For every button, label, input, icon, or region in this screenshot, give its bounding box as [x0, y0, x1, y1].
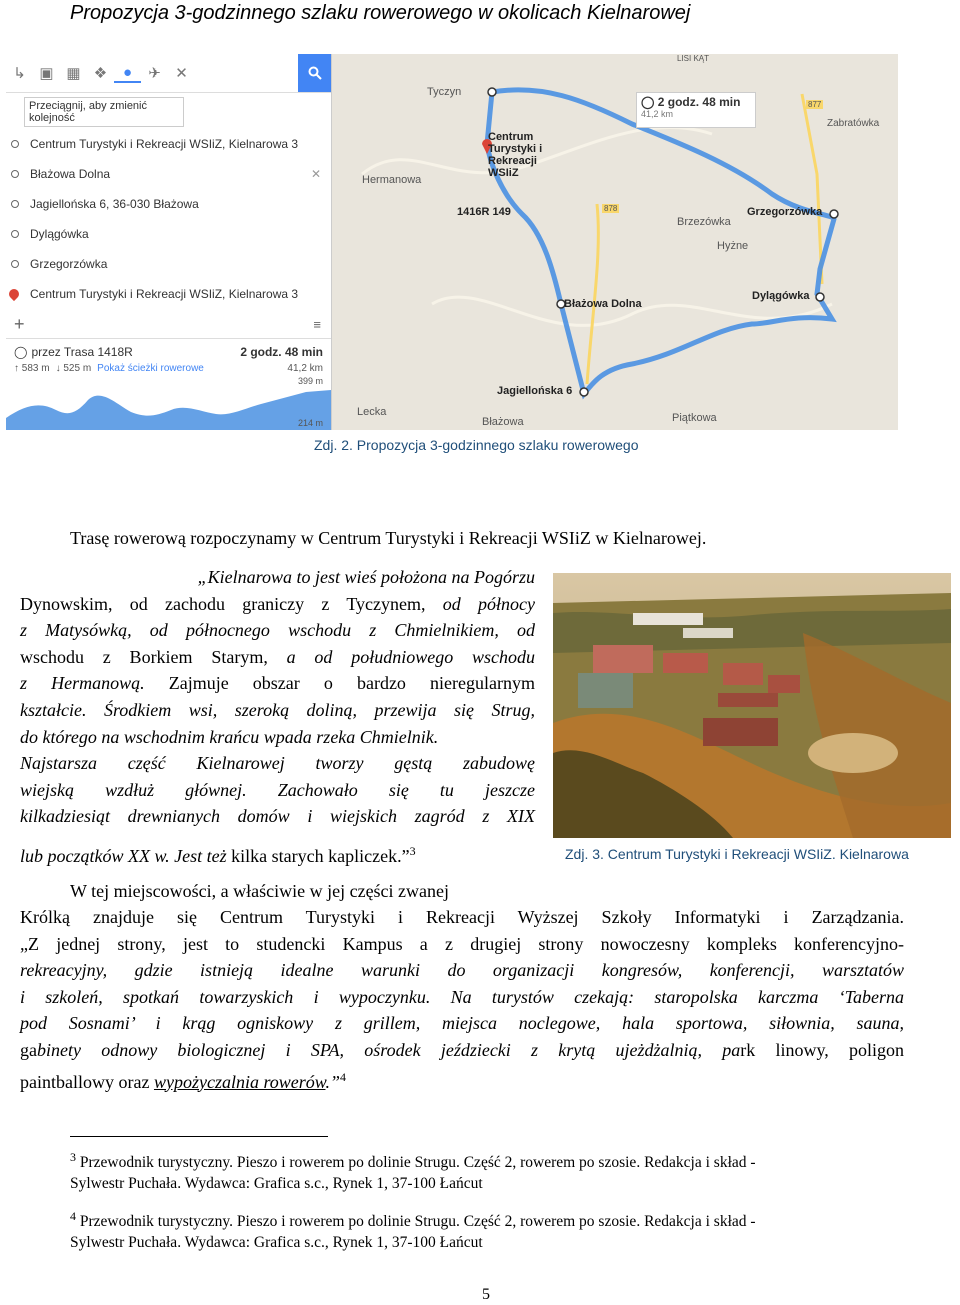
paragraph: Trasę rowerową rozpoczynamy w Centrum Turystyki i Rekreacji WSIiZ w Kielnarowej. — [70, 528, 707, 548]
footnote: $^3$ Przewodnik turystyczny. Pieszo i rowerem po dolinie Strugu. Część 2, rowerem po szosie. Redakcja i skład - Sylwestr Puchała. Wydawca: Grafica s.c., Rynek 1, 37-100 Łańcut — [70, 1150, 756, 1193]
search-button[interactable] — [298, 54, 331, 92]
svg-text:399 m: 399 m — [298, 376, 324, 386]
elevation-profile — [6, 374, 331, 430]
map-screenshot — [6, 54, 898, 430]
map-label: Lecka — [357, 406, 387, 418]
remove-icon[interactable]: ✕ — [310, 167, 321, 181]
road-number: 878 — [604, 204, 618, 213]
transit-icon[interactable]: ▦ — [66, 65, 81, 82]
map-label: Brzezówka — [677, 216, 731, 228]
route-distance: 41,2 km — [287, 363, 323, 374]
travel-mode-bar — [6, 54, 331, 93]
road-number: 877 — [808, 100, 822, 109]
car-icon[interactable]: ▣ — [39, 65, 54, 82]
figure-caption: Zdj. 2. Propozycja 3-godzinnego szlaku rowerowego — [314, 437, 639, 453]
map-label: Centrum Turystyki i Rekreacji WSIiZ — [488, 131, 543, 179]
drag-hint: Przeciągnij, aby zmienić kolejność — [24, 97, 184, 127]
waypoint[interactable]: Jagiellońska 6, 36-030 Błażowa — [6, 189, 331, 219]
search-icon — [308, 66, 322, 80]
route-summary[interactable]: ◯ przez Trasa 1418R 2 godz. 48 min ↑ 583 m ↓ 525 m Pokaż ścieżki rowerowe 41,2 km 399 m 214 m — [6, 338, 331, 430]
footnote: $^4$ Przewodnik turystyczny. Pieszo i rowerem po dolinie Strugu. Część 2, rowerem po szosie. Redakcja i skład - Sylwestr Puchała. Wydawca: Grafica s.c., Rynek 1, 37-100 Łańcut — [70, 1209, 756, 1252]
footnote-ref: 4 — [339, 1069, 346, 1084]
map-label: Zabratówka — [827, 118, 880, 129]
map-label: Błażowa — [482, 416, 524, 428]
map-label: Piątkowa — [672, 412, 717, 424]
waypoint[interactable]: Grzegorzówka — [6, 249, 331, 279]
waypoint-dot-icon — [11, 260, 19, 268]
bicycle-icon: ◯ — [14, 345, 28, 359]
page-number: 5 — [482, 1286, 490, 1303]
flight-icon[interactable]: ✈ — [148, 65, 161, 82]
directions-icon[interactable]: ↳ — [13, 65, 26, 82]
map-label: Hermanowa — [362, 174, 422, 186]
waypoint-dot-icon — [11, 200, 19, 208]
quote-block: „Kielnarowa to jest wieś położona na Pogórzu Dynowskim, od zachodu graniczy z Tyczynem, od północy z Matysówką, od północnego wschodu z Chmielnikiem, od wschodu z Borkiem Starym, a od południowego wschodu z Hermanową. Zajmuje obszar o bardzo nieregularnym kształcie. Środkiem wsi, szeroką doliną, przewija się Strug, do którego na wschodnim krańcu wpada rzeka Chmielnik. Najstarsza część Kielnarowej tworzy gęstą zabudowę wiejską wzdłuż głównej. Zachowało się tu jeszcze kilkadziesiąt drewnianych domów i wiejskich zagród z XIX lub początków XX w. Jest też kilka starych kapliczek.”$^3$ — [20, 567, 535, 866]
route-map[interactable] — [332, 54, 898, 430]
info-time: ◯ 2 godz. 48 min — [641, 95, 741, 109]
route-info-box[interactable] — [636, 92, 756, 128]
map-label: Jagiellońska 6 — [497, 385, 573, 397]
map-label: Błażowa Dolna — [564, 298, 642, 310]
route-time: 2 godz. 48 min — [240, 345, 323, 359]
info-distance: 41,2 km — [641, 109, 674, 119]
directions-panel — [6, 54, 332, 430]
campus-aerial-photo — [553, 573, 951, 838]
waypoint[interactable]: Centrum Turystyki i Rekreacji WSIiZ, Kielnarowa 3 — [6, 279, 331, 309]
destination-pin-icon — [7, 287, 21, 301]
map-label: 1416R 149 — [457, 206, 511, 218]
walk-icon[interactable]: ❖ — [93, 65, 108, 82]
waypoint[interactable]: Centrum Turystyki i Rekreacji WSIiZ, Kielnarowa 3 — [6, 129, 331, 159]
bicycle-icon[interactable]: ● — [114, 64, 141, 83]
footnote-ref: 3 — [409, 843, 416, 858]
svg-text:214 m: 214 m — [298, 418, 324, 428]
close-icon[interactable]: ✕ — [175, 65, 188, 82]
page-title: Propozycja 3-godzinnego szlaku rowerowego w okolicach Kielnarowej — [70, 2, 691, 24]
map-label: Dylągówka — [752, 290, 810, 302]
waypoint-dot-icon — [11, 170, 19, 178]
descent-value: ↓ 525 m — [55, 363, 92, 374]
waypoint[interactable]: Błażowa Dolna ✕ — [6, 159, 331, 189]
options-icon[interactable]: ≡ — [313, 316, 321, 332]
map-label: Tyczyn — [427, 86, 462, 98]
figure-caption: Zdj. 3. Centrum Turystyki i Rekreacji WSIiZ. Kielnarowa — [565, 846, 909, 862]
map-label: LISI KĄT — [677, 54, 710, 63]
bike-paths-link[interactable]: Pokaż ścieżki rowerowe — [97, 363, 204, 374]
ascent-value: ↑ 583 m — [14, 363, 50, 374]
waypoint[interactable]: Dylągówka — [6, 219, 331, 249]
footnote-separator — [70, 1136, 328, 1137]
add-destination-icon[interactable]: + — [14, 313, 25, 334]
map-label: Hyżne — [717, 240, 749, 252]
waypoint-dot-icon — [11, 230, 19, 238]
bike-rental-link[interactable]: wypożyczalnia rowerów — [153, 1071, 326, 1092]
waypoint-dot-icon — [11, 140, 19, 148]
paragraph: W tej miejscowości, a właściwie w jej części zwanej — [70, 881, 450, 901]
paragraph-body: Królką znajduje się Centrum Turystyki i Rekreacji Wyższej Szkoły Informatyki i Zarządzania. „Z jednej strony, jest to studencki Kampus a z drugiej strony nowoczesny kompleks konferencyjno- rekreacyjny, gdzie istnieją idealne warunki do organizacji kongresów, konferencji, warsztatów i szkoleń, spotkań towarzyskich i wypoczynku. Na turystów czekają: staropolska karczma ‘Taberna pod Sosnami’ i krąg ogniskowy z grillem, miejsca noclegowe, hala sportowa, siłownia, sauna, gabinety odnowy biologicznej i SPA, ośrodek jeździecki z krytą ujeżdżalnią, park linowy, poligon paintballowy oraz wypożyczalnia rowerów.”$^4$ — [20, 907, 905, 1092]
map-label: Grzegorzówka — [747, 206, 823, 218]
